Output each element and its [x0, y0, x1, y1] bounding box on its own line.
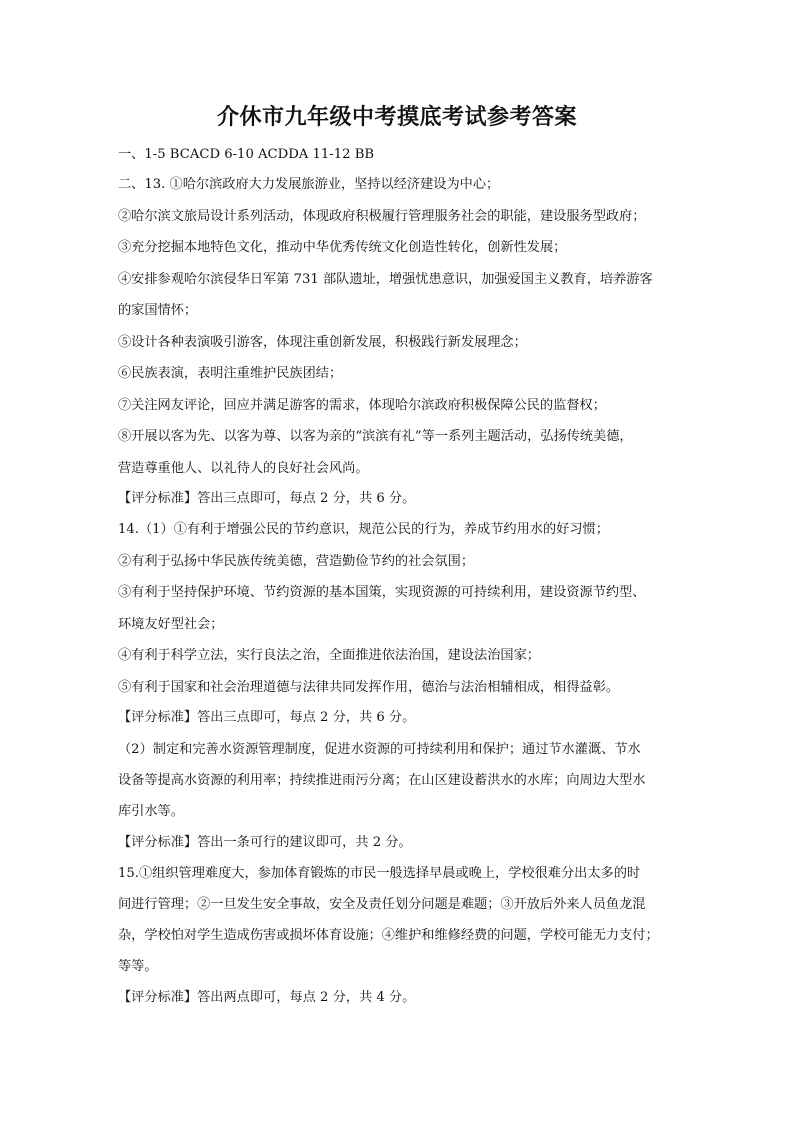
- document-title: 介休市九年级中考摸底考试参考答案: [216, 104, 577, 130]
- answer-line: ⑦关注网友评论，回应并满足游客的需求，体现哈尔滨政府积极保障公民的监督权；: [118, 398, 606, 413]
- answer-line: 的家国情怀；: [118, 303, 198, 318]
- grading-standard-line: 【评分标准】答出三点即可，每点 2 分，共 6 分。: [118, 491, 416, 506]
- answer-line: ②有利于弘扬中华民族传统美德，营造勤俭节约的社会氛围；: [118, 554, 475, 569]
- answer-line: 环境友好型社会；: [118, 617, 224, 632]
- answer-line: 15.①组织管理难度大，参加体育锻炼的市民一般选择早晨或晚上，学校很难分出太多的时: [118, 866, 641, 881]
- answer-line: ⑧开展以客为先、以客为尊、以客为亲的“滨滨有礼”等一系列主题活动，弘扬传统美德，: [118, 429, 633, 444]
- answer-line: ⑤有利于国家和社会治理道德与法律共同发挥作用，德治与法治相辅相成，相得益彰。: [118, 680, 620, 695]
- grading-standard-line: 【评分标准】答出三点即可，每点 2 分，共 6 分。: [118, 710, 416, 725]
- answer-line: 一、1-5 BCACD 6-10 ACDDA 11-12 BB: [118, 147, 375, 162]
- answer-line: ③有利于坚持保护环境、节约资源的基本国策，实现资源的可持续利用，建设资源节约型、: [118, 585, 646, 600]
- answer-line: ③充分挖掘本地特色文化，推动中华优秀传统文化创造性转化，创新性发展；: [118, 240, 567, 255]
- answer-line: 营造尊重他人、以礼待人的良好社会风尚。: [118, 461, 369, 476]
- answer-line: 二、13. ①哈尔滨政府大力发展旅游业，坚持以经济建设为中心；: [118, 177, 500, 192]
- grading-standard-line: 【评分标准】答出两点即可，每点 2 分，共 4 分。: [118, 990, 416, 1005]
- answer-line: ④安排参观哈尔滨侵华日军第 731 部队遗址，增强忧患意识，加强爱国主义教育，培养游客: [118, 272, 653, 287]
- answer-line: 14.（1）①有利于增强公民的节约意识，规范公民的行为，养成节约用水的好习惯；: [118, 522, 609, 537]
- answer-line: ⑤设计各种表演吸引游客，体现注重创新发展，积极践行新发展理念；: [118, 335, 527, 350]
- answer-line: 等等。: [118, 959, 158, 974]
- answer-line: ⑥民族表演，表明注重维护民族团结；: [118, 366, 343, 381]
- grading-standard-line: 【评分标准】答出一条可行的建议即可，共 2 分。: [118, 835, 412, 850]
- answer-line: 设备等提高水资源的利用率；持续推进雨污分离；在山区建设蓄洪水的水库；向周边大型水: [118, 773, 646, 788]
- answer-line: 杂，学校怕对学生造成伤害或损坏体育设施；④维护和维修经费的问题，学校可能无力支付；: [118, 928, 659, 943]
- answer-line: 间进行管理；②一旦发生安全事故，安全及责任划分问题是难题；③开放后外来人员鱼龙混: [118, 897, 646, 912]
- answer-line: （2）制定和完善水资源管理制度，促进水资源的可持续利用和保护；通过节水灌溉、节水: [118, 742, 641, 757]
- answer-line: 库引水等。: [118, 804, 184, 819]
- answer-line: ②哈尔滨文旅局设计系列活动，体现政府积极履行管理服务社会的职能，建设服务型政府；: [118, 209, 646, 224]
- answer-line: ④有利于科学立法，实行良法之治，全面推进依法治国，建设法治国家；: [118, 648, 540, 663]
